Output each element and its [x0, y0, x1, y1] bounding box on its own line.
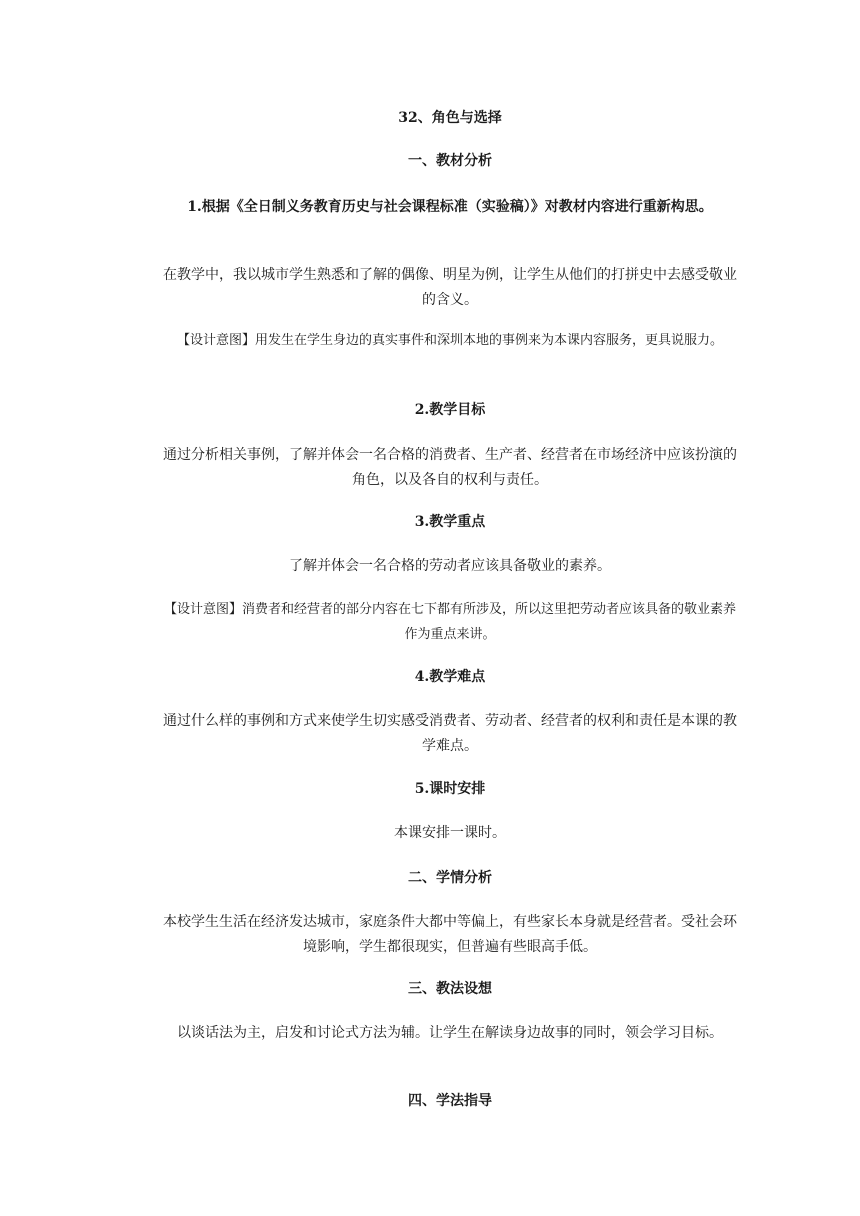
paragraph-schedule: 本课安排一课时。 [394, 825, 506, 841]
section-heading-textbook-analysis: 一、教材分析 [408, 153, 492, 169]
design-intent-note-1: 【设计意图】用发生在学生身边的真实事件和深圳本地的事例来为本课内容服务，更具说服力。 [176, 333, 723, 348]
paragraph-key-points: 了解并体会一名合格的劳动者应该具备敬业的素养。 [289, 558, 611, 574]
design-intent-note-2: 【设计意图】消费者和经营者的部分内容在七下都有所涉及，所以这里把劳动者应该具备的敬业素养作为重点来讲。 [163, 602, 736, 642]
paragraph-teaching-goals: 通过分析相关事例，了解并体会一名合格的消费者、生产者、经营者在市场经济中应该扮演的角色，以及各自的权利与责任。 [163, 447, 737, 488]
paragraph-teaching-method: 以谈话法为主，启发和讨论式方法为辅。让学生在解读身边故事的同时，领会学习目标。 [177, 1025, 723, 1041]
item-heading-key-points: 3.教学重点 [414, 514, 486, 530]
section-heading-learning-guidance: 四、学法指导 [408, 1093, 492, 1109]
document-title: 32、角色与选择 [398, 110, 502, 126]
item-heading-difficulties: 4.教学难点 [414, 669, 486, 685]
item-heading-teaching-goals: 2.教学目标 [414, 402, 486, 418]
paragraph-student-analysis: 本校学生生活在经济发达城市，家庭条件大都中等偏上，有些家长本身就是经营者。受社会环境影响，学生都很现实，但普遍有些眼高手低。 [163, 914, 737, 955]
section-heading-teaching-method: 三、教法设想 [408, 981, 492, 997]
paragraph-teaching-approach: 在教学中，我以城市学生熟悉和了解的偶像、明星为例，让学生从他们的打拼史中去感受敬业的含义。 [163, 267, 737, 308]
item-heading-schedule: 5.课时安排 [414, 781, 486, 797]
item-heading-curriculum-standard: 1.根据《全日制义务教育历史与社会课程标准（实验稿）》对教材内容进行重新构思。 [187, 199, 713, 215]
paragraph-difficulties: 通过什么样的事例和方式来使学生切实感受消费者、劳动者、经营者的权利和责任是本课的教学难点。 [163, 713, 737, 754]
section-heading-student-analysis: 二、学情分析 [408, 870, 492, 886]
